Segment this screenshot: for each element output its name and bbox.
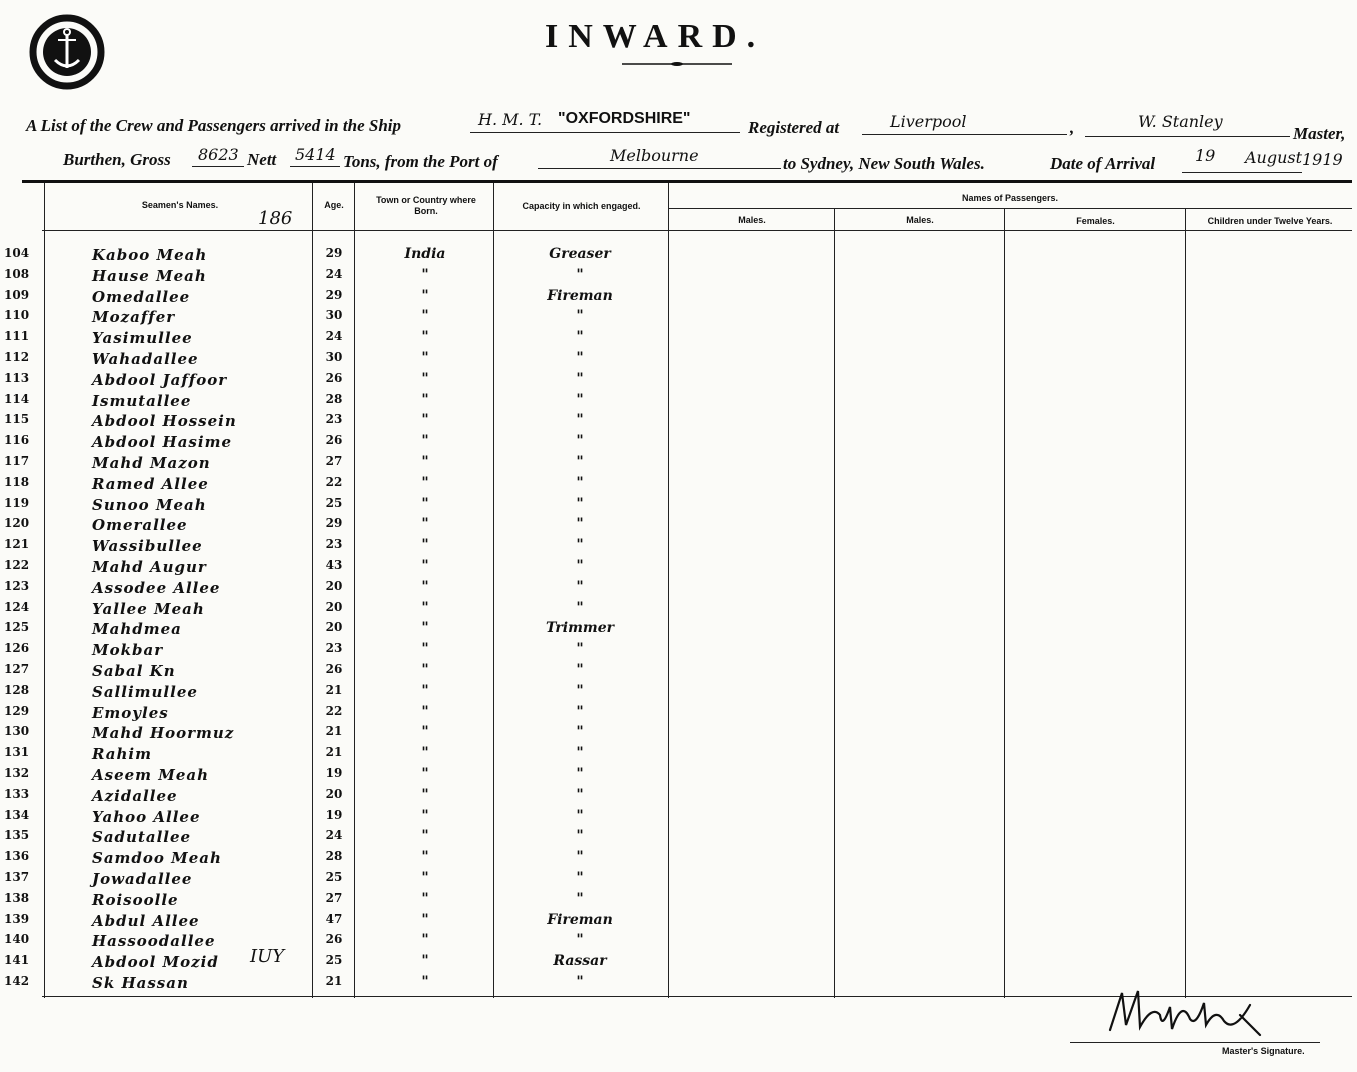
table-row [0,392,1357,412]
table-row [0,641,1357,661]
seaman-name: Abdul Allee [92,911,200,930]
age-cell: 28 [325,849,343,864]
birthplace-cell: " [421,953,429,970]
master-signature-image [1100,985,1270,1040]
master-underline [1085,136,1290,137]
birthplace-cell: " [421,620,429,637]
table-row [0,808,1357,828]
seaman-name: Omedallee [92,287,191,306]
seaman-name: Sunoo Meah [92,495,207,514]
seaman-name: Mahdmea [92,620,182,639]
age-cell: 26 [325,433,343,448]
capacity-cell: " [576,766,584,782]
seaman-name: Abdool Jaffoor [92,370,228,389]
birthplace-cell: " [421,495,429,512]
seaman-name: Aseem Meah [92,766,210,784]
birthplace-cell: " [421,412,429,429]
age-cell: 43 [325,558,343,572]
birthplace-cell: " [421,599,429,616]
capacity-cell: " [576,786,584,803]
table-row [0,475,1357,495]
arrival-underline [1182,172,1302,173]
seaman-name: Mahd Augur [92,558,207,576]
title-ornament [622,62,732,66]
birthplace-cell: " [421,766,429,782]
capacity-cell: " [576,662,584,678]
seaman-name: Jowadallee [92,870,193,888]
row-number: 112 [4,350,30,364]
birthplace-cell: " [421,641,429,658]
seaman-name: Kaboo Meah [92,246,208,264]
seaman-name: Mahd Mazon [92,454,211,472]
row-number: 123 [4,578,30,593]
birthplace-cell: " [421,391,429,408]
capacity-cell: " [576,266,584,283]
table-row [0,516,1357,536]
row-number: 134 [4,807,30,822]
birthplace-cell: " [421,558,429,574]
seaman-name: Samdoo Meah [92,849,222,868]
arrival-day: 19 [1195,146,1216,165]
capacity-cell: " [576,870,584,886]
col-header-males-2: Males. [906,215,934,225]
birthplace-cell: " [421,662,429,678]
col-header-capacity: Capacity in which engaged. [522,201,641,211]
table-row [0,870,1357,890]
table-row [0,891,1357,911]
row-number: 118 [4,474,30,489]
age-cell: 47 [325,911,343,926]
capacity-cell: " [576,433,584,450]
seaman-name: Yallee Meah [92,599,205,618]
age-cell: 21 [325,682,343,697]
row-number: 136 [4,849,30,864]
capacity-cell: " [576,849,584,866]
birthplace-cell: " [421,308,429,325]
age-cell: 19 [325,766,343,780]
table-row [0,579,1357,599]
birthplace-cell: " [421,870,429,886]
row-number: 128 [4,682,30,697]
birthplace-cell: " [421,287,429,304]
age-cell: 27 [325,890,343,905]
list-label: A List of the Crew and Passengers arrived in the Ship [26,116,401,135]
birthplace-cell: " [421,890,429,907]
capacity-cell: " [576,807,584,824]
age-cell: 26 [325,662,343,676]
row-number: 110 [4,308,30,323]
table-row [0,537,1357,557]
table-row [0,433,1357,453]
anchor-seal-icon [28,8,106,96]
registered-at-value: Liverpool [890,112,967,131]
capacity-cell: Greaser [549,246,611,262]
seaman-name: Mozaffer [92,308,176,327]
age-cell: 24 [325,266,343,281]
age-cell: 21 [325,974,343,988]
nett-underline [290,166,340,167]
row-number: 121 [4,537,30,552]
gross-value: 8623 [198,145,239,164]
passenger-subheader-rule [668,208,1352,209]
signature-label: Master's Signature. [1222,1046,1305,1056]
birthplace-cell: " [421,370,429,387]
age-cell: 23 [325,641,343,656]
birthplace-cell: " [421,807,429,824]
page-title: INWARD. [545,18,766,55]
birthplace-cell: " [421,911,429,928]
table-row [0,267,1357,287]
seaman-name: Wassibullee [92,537,203,556]
capacity-cell: " [576,454,584,470]
birthplace-cell: " [421,703,429,720]
seaman-name: Abdool Hasime [92,433,232,452]
capacity-cell: " [576,745,584,762]
table-row [0,246,1357,266]
row-number: 116 [4,433,30,448]
age-cell: 23 [325,412,343,427]
birthplace-cell: " [421,849,429,866]
capacity-cell: " [576,724,584,741]
seaman-name: Hassoodallee [92,932,216,951]
seaman-name: Assodee Allee [92,578,221,597]
table-row [0,308,1357,328]
birthplace-cell: " [421,266,429,283]
age-cell: 23 [325,537,343,552]
row-number: 124 [4,599,30,614]
age-cell: 20 [325,578,343,593]
registered-label: Registered at [748,118,840,137]
capacity-cell: Fireman [547,911,613,928]
row-number: 127 [4,662,30,676]
row-number: 119 [4,495,30,510]
table-row [0,849,1357,869]
marginal-note-bottom: IUY [250,946,285,967]
age-cell: 29 [325,287,343,302]
table-row [0,600,1357,620]
table-row [0,745,1357,765]
age-cell: 26 [325,370,343,385]
birthplace-cell: " [421,474,429,491]
age-cell: 26 [325,932,343,947]
age-cell: 21 [325,724,343,739]
birthplace-cell: " [421,433,429,450]
row-number: 108 [4,266,30,281]
age-cell: 21 [325,745,343,760]
birthplace-cell: " [421,682,429,699]
col-header-males-1: Males. [738,215,766,225]
age-cell: 24 [325,329,343,344]
col-header-children: Children under Twelve Years. [1207,216,1333,226]
seaman-name: Roisoolle [92,890,179,909]
age-cell: 30 [325,350,343,364]
capacity-cell: " [576,641,584,658]
capacity-cell: " [576,974,584,990]
seaman-name: Yasimullee [92,329,193,348]
seaman-name: Emoyles [92,703,169,722]
capacity-cell: " [576,474,584,491]
table-row [0,766,1357,786]
row-number: 122 [4,558,30,572]
row-number: 115 [4,412,30,427]
age-cell: 20 [325,620,343,635]
table-row [0,454,1357,474]
birthplace-cell: " [421,454,429,470]
burthen-label: Burthen, Gross [63,150,171,169]
seaman-name: Omerallee [92,516,188,535]
capacity-cell: " [576,558,584,574]
table-row [0,288,1357,308]
capacity-cell: " [576,890,584,907]
nett-value: 5414 [295,145,336,164]
capacity-cell: " [576,412,584,429]
row-number: 109 [4,287,30,302]
seaman-name: Mokbar [92,641,164,660]
capacity-cell: " [576,370,584,387]
capacity-cell: " [576,391,584,408]
seaman-name: Ramed Allee [92,474,209,493]
row-number: 129 [4,703,30,718]
capacity-cell: " [576,537,584,554]
col-header-age: Age. [324,200,344,210]
age-cell: 25 [325,495,343,510]
seaman-name: Yahoo Allee [92,807,201,826]
table-top-rule [22,180,1352,183]
table-row [0,912,1357,932]
col-header-born: Town or Country where Born. [376,195,476,216]
seaman-name: Sk Hassan [92,974,189,992]
table-row [0,787,1357,807]
table-row [0,724,1357,744]
table-row [0,828,1357,848]
seaman-name: Sadutallee [92,828,192,847]
age-cell: 20 [325,599,343,614]
master-label: Master, [1293,124,1346,143]
ship-name: "OXFORDSHIRE" [558,110,691,127]
age-cell: 25 [325,870,343,884]
age-cell: 29 [325,246,343,260]
seaman-name: Sallimullee [92,682,198,701]
seaman-name: Mahd Hoormuz [92,724,235,743]
birthplace-cell: " [421,786,429,803]
birthplace-cell: " [421,745,429,762]
age-cell: 29 [325,516,343,531]
birthplace-cell: " [421,724,429,741]
seaman-name: Azidallee [92,786,178,805]
birthplace-cell: " [421,329,429,346]
capacity-cell: Trimmer [545,620,614,637]
capacity-cell: " [576,350,584,366]
seaman-name: Ismutallee [92,391,192,410]
birthplace-cell: " [421,974,429,990]
birthplace-cell: " [421,350,429,366]
capacity-cell: " [576,516,584,533]
age-cell: 20 [325,786,343,801]
gross-underline [192,166,244,167]
row-number: 114 [4,391,30,406]
comma: , [1070,118,1075,137]
table-row [0,704,1357,724]
age-cell: 25 [325,953,343,968]
row-number: 111 [4,329,30,344]
nett-label: Nett [247,150,277,169]
age-cell: 27 [325,454,343,468]
table-row [0,953,1357,973]
row-number: 138 [4,890,30,905]
birthplace-cell: India [404,246,446,262]
ship-underline [470,132,740,133]
capacity-cell: " [576,329,584,346]
row-number: 120 [4,516,30,531]
ship-prefix: H. M. T. [478,110,543,129]
row-number: 142 [4,974,30,988]
row-number: 104 [4,246,30,260]
table-row [0,329,1357,349]
table-row [0,496,1357,516]
table-row [0,683,1357,703]
seaman-name: Wahadallee [92,350,199,368]
age-cell: 19 [325,807,343,822]
seaman-name: Abdool Mozid [92,953,219,972]
capacity-cell: " [576,932,584,949]
port-underline [538,168,781,169]
table-row [0,620,1357,640]
destination-label: to Sydney, New South Wales. [783,154,985,173]
arrival-month: August [1245,148,1303,167]
age-cell: 30 [325,308,343,323]
row-number: 132 [4,766,30,780]
birthplace-cell: " [421,578,429,595]
table-row [0,350,1357,370]
row-number: 133 [4,786,30,801]
port-value: Melbourne [610,146,699,165]
row-number: 141 [4,953,30,968]
header-bottom-rule [42,230,1352,231]
birthplace-cell: " [421,828,429,845]
capacity-cell: Rassar [553,953,607,970]
table-row [0,932,1357,952]
age-cell: 28 [325,391,343,406]
age-cell: 22 [325,474,343,489]
birthplace-cell: " [421,932,429,949]
arrival-label: Date of Arrival [1050,154,1156,173]
row-number: 126 [4,641,30,656]
master-name: W. Stanley [1138,112,1223,131]
capacity-cell: " [576,682,584,699]
row-number: 130 [4,724,30,739]
capacity-cell: " [576,599,584,616]
seaman-name: Abdool Hossein [92,412,237,431]
row-number: 135 [4,828,30,843]
birthplace-cell: " [421,516,429,533]
col-header-passengers: Names of Passengers. [961,193,1059,203]
seaman-name: Hause Meah [92,266,207,285]
signature-line [1070,1042,1320,1043]
capacity-cell: Fireman [547,287,613,304]
marginal-note-top: 186 [258,208,293,229]
col-header-females: Females. [1076,216,1115,226]
row-number: 140 [4,932,30,947]
table-row [0,662,1357,682]
table-row [0,412,1357,432]
row-number: 125 [4,620,30,635]
birthplace-cell: " [421,537,429,554]
seaman-name: Rahim [92,745,153,764]
age-cell: 24 [325,828,343,843]
age-cell: 22 [325,703,343,718]
row-number: 117 [4,454,30,468]
tons-from-label: Tons, from the Port of [343,152,498,171]
col-header-name: Seamen's Names. [141,200,219,210]
row-number: 139 [4,911,30,926]
arrival-year: 1919 [1302,150,1343,169]
registered-underline [862,134,1067,135]
row-number: 113 [4,370,30,385]
table-row [0,371,1357,391]
capacity-cell: " [576,828,584,845]
table-row [0,558,1357,578]
capacity-cell: " [576,703,584,720]
seaman-name: Sabal Kn [92,662,176,680]
capacity-cell: " [576,578,584,595]
row-number: 131 [4,745,30,760]
capacity-cell: " [576,308,584,325]
capacity-cell: " [576,495,584,512]
row-number: 137 [4,870,30,884]
